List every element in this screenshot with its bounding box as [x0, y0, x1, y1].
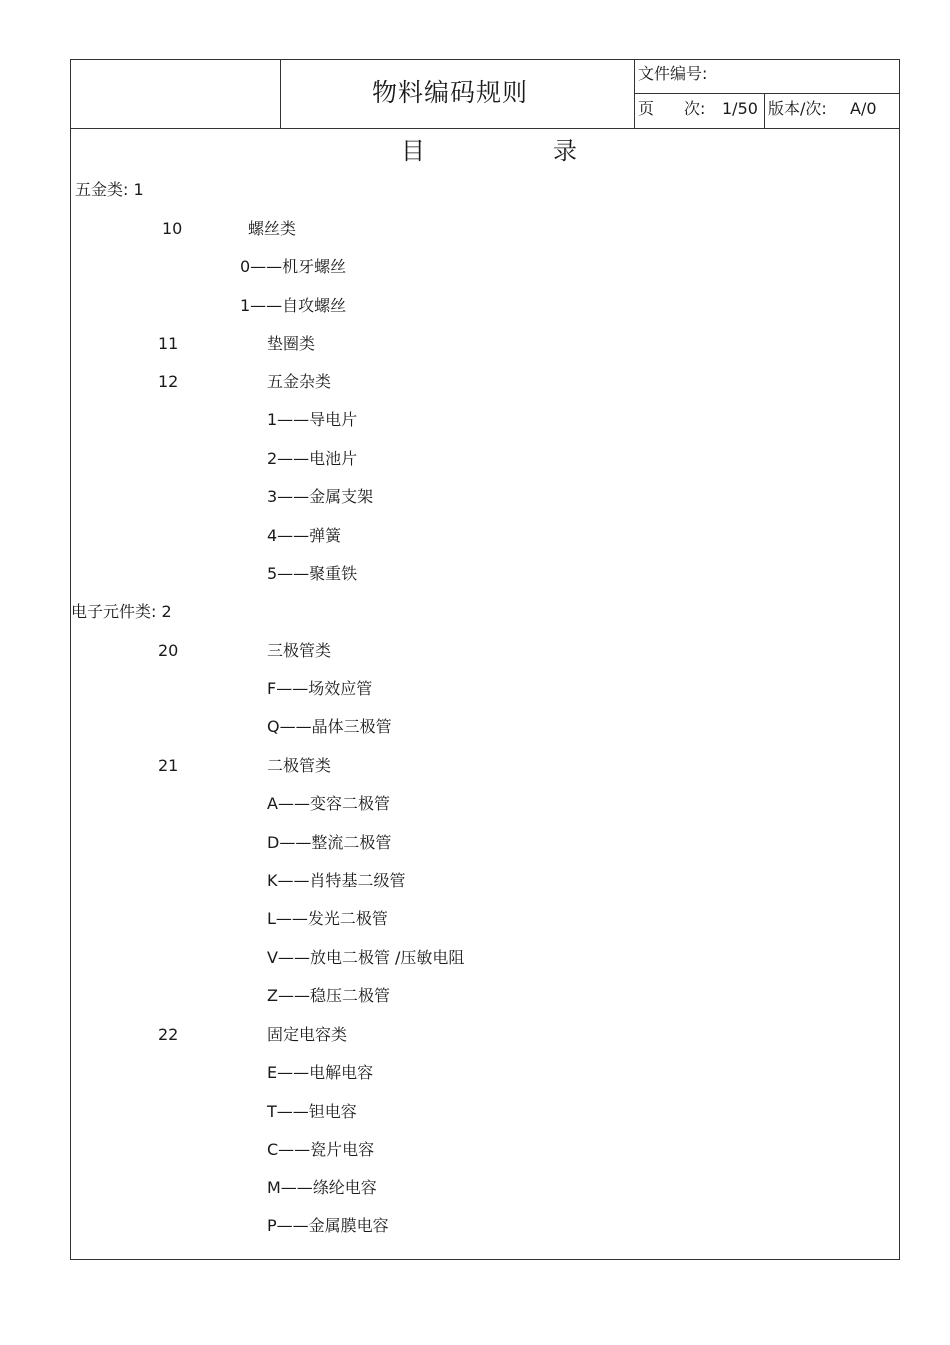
document-frame: [70, 59, 900, 1260]
list-item: 2——电池片: [267, 449, 358, 468]
list-item: E——电解电容: [267, 1063, 374, 1082]
group-name: 垫圈类: [267, 334, 316, 353]
section-label: 电子元件类: 2: [71, 602, 172, 621]
page-value: 1/50: [722, 99, 758, 118]
header-divider-version: [764, 93, 765, 129]
list-item: K——肖特基二级管: [267, 871, 406, 890]
group-code: 21: [158, 756, 179, 775]
group-name: 固定电容类: [267, 1025, 348, 1044]
list-item: V——放电二极管 /压敏电阻: [267, 948, 465, 967]
list-item: L——发光二极管: [267, 909, 388, 928]
list-item: 4——弹簧: [267, 526, 342, 545]
toc-heading-right: 录: [553, 137, 577, 165]
list-item: T——钽电容: [267, 1102, 357, 1121]
list-item: 3——金属支架: [267, 487, 374, 506]
toc-heading-left: 目: [401, 137, 425, 165]
group-code: 12: [158, 372, 179, 391]
header-divider-right: [634, 59, 635, 129]
group-code: 22: [158, 1025, 179, 1044]
list-item: A——变容二极管: [267, 794, 390, 813]
group-name: 五金杂类: [267, 372, 332, 391]
header-bottom-rule: [70, 128, 900, 129]
group-name: 二极管类: [267, 756, 332, 775]
version-label: 版本/次:: [768, 99, 827, 118]
group-name: 三极管类: [267, 641, 332, 660]
list-item: Z——稳压二极管: [267, 986, 390, 1005]
list-item: C——瓷片电容: [267, 1140, 375, 1159]
list-item: 1——导电片: [267, 410, 358, 429]
group-name: 螺丝类: [248, 219, 297, 238]
list-item: 5——聚重铁: [267, 564, 358, 583]
header-mid-rule: [634, 93, 900, 94]
group-code: 11: [158, 334, 179, 353]
list-item: F——场效应管: [267, 679, 373, 698]
document-title: 物料编码规则: [372, 78, 529, 107]
list-item: 0——机牙螺丝: [240, 257, 347, 276]
group-code: 20: [158, 641, 179, 660]
page-label: 页: [638, 99, 655, 118]
section-label: 五金类: 1: [75, 180, 144, 199]
doc-number-label: 文件编号:: [638, 64, 708, 83]
group-code: 10: [162, 219, 183, 238]
list-item: 1——自攻螺丝: [240, 296, 347, 315]
list-item: M——绦纶电容: [267, 1178, 377, 1197]
page-label-suffix: 次:: [684, 99, 706, 118]
header-divider-left: [280, 59, 281, 129]
version-value: A/0: [850, 99, 877, 118]
list-item: P——金属膜电容: [267, 1216, 389, 1235]
list-item: Q——晶体三极管: [267, 717, 392, 736]
list-item: D——整流二极管: [267, 833, 392, 852]
